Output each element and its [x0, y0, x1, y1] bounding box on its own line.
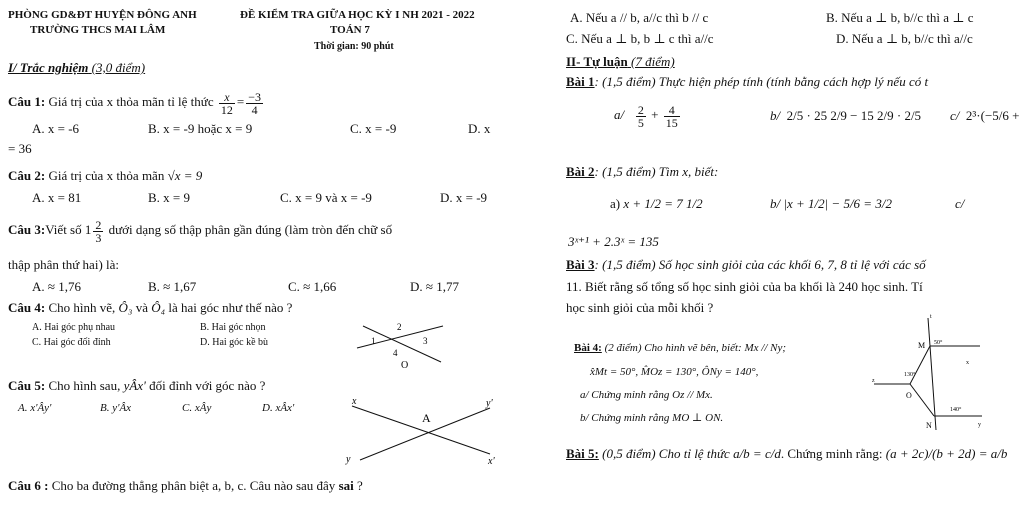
question-1: Câu 1: Giá trị của x thỏa mãn tỉ lệ thức $\frac{x}{12}$ = $\frac{-3}{4}$ [8, 89, 261, 117]
q4-figure [355, 318, 445, 370]
bai4-label-t: t [930, 314, 932, 320]
part2-title: II- Tự luận (7 điểm) [566, 54, 675, 69]
q5-option-a: A. x'Ây' [18, 402, 52, 414]
exam-subject: TOÁN 7 [330, 24, 370, 36]
bai4-label-50: 50° [934, 340, 943, 346]
q1-fraction-rhs: $\frac{-3}{4}$ [248, 89, 261, 117]
q6-option-d: D. Nếu a ⊥ b, b//c thì a//c [836, 31, 973, 46]
bai4-label-m: M [918, 341, 926, 350]
bai-4-a: a/ Chứng minh rằng Oz // Mx. [580, 389, 713, 401]
q4-label-o: O [401, 360, 409, 371]
q3-option-d: D. ≈ 1,77 [410, 279, 460, 294]
bai-2-c-expr: 3ˣ⁺¹ + 2.3ˣ = 135 [568, 234, 659, 249]
bai-5: Bài 5: (0,5 điểm) Cho tỉ lệ thức a/b = c/d. Chứng minh rằng: (a + 2c)/(b + 2d) = a/b [566, 446, 1008, 461]
q5-option-b: B. y'Âx [100, 402, 132, 414]
bai4-label-140: 140° [950, 407, 962, 413]
bai-2-b: b/ |x + 1/2| − 5/6 = 3/2 [770, 196, 892, 211]
q2-option-a: A. x = 81 [32, 190, 82, 205]
q1-option-b: B. x = -9 hoặc x = 9 [148, 121, 253, 136]
exam-time: Thời gian: 90 phút [314, 41, 394, 52]
q4-option-a: A. Hai góc phụ nhau [32, 322, 116, 333]
q5-label-y-prime: y' [486, 398, 493, 409]
bai-2: Bài 2: (1,5 điểm) Tìm x, biết: [566, 164, 719, 179]
bai-1-b: b/ 2/5 · 25 2/9 − 15 2/9 · 2/5 [770, 108, 922, 123]
q4-label-3: 3 [423, 336, 428, 346]
q5-line-xx [352, 406, 490, 454]
q4-option-b: B. Hai góc nhọn [200, 322, 266, 333]
bai-2-c: c/ [955, 196, 965, 211]
q4-option-d: D. Hai góc kề bù [200, 337, 269, 348]
q5-label-a: A [422, 411, 431, 425]
q4-label-2: 2 [397, 322, 402, 332]
bai-4-given: x̂Mt = 50°, M̂Oz = 130°, ÔNy = 140°, [590, 366, 759, 378]
q2-option-c: C. x = 9 và x = -9 [280, 190, 372, 205]
q3-line2: thập phân thứ hai) là: [8, 257, 120, 272]
bai-4-figure [870, 314, 990, 433]
q5-option-d: D. xÂx' [262, 402, 295, 414]
q5-figure [340, 396, 500, 466]
bai-3-line2: 11. Biết rằng số tổng số học sinh giỏi của ba khối là 240 học sinh. Tí [566, 279, 923, 294]
q6-option-a: A. Nếu a // b, a//c thì b // c [570, 10, 709, 25]
q1-option-d-cont: = 36 [8, 141, 32, 156]
bai4-label-130: 130° [904, 372, 916, 378]
bai-2-a: a) x + 1/2 = 7 1/2 [610, 196, 703, 211]
q5-label-x-prime: x' [488, 456, 495, 467]
q3-option-a: A. ≈ 1,76 [32, 279, 82, 294]
question-2: Câu 2: Giá trị của x thỏa mãn √x = 9 [8, 168, 203, 183]
bai-4-b: b/ Chứng minh rằng MO ⊥ ON. [580, 412, 724, 424]
bai4-line-om [910, 346, 930, 384]
question-3: Câu 3:Viết số 1 $\frac{2}{3}$ dưới dạng số thập phân gần đúng (làm tròn đến chữ số [8, 217, 393, 245]
bai-5-prove: (a + 2c)/(b + 2d) = a/b [885, 446, 1008, 461]
part1-title: I/ Trắc nghiệm (3,0 điểm) [8, 60, 146, 75]
bai4-label-x: x [966, 360, 969, 366]
q3-fraction: $\frac{2}{3}$ [95, 217, 102, 245]
bai4-label-y: y [978, 422, 981, 428]
q6-option-b: B. Nếu a ⊥ b, b//c thì a ⊥ c [826, 10, 974, 25]
bai4-label-n: N [926, 421, 932, 430]
question-4: Câu 4: Cho hình vẽ, Ô₃ và Ô₄ là hai góc như thế nào ? [8, 300, 293, 315]
bai4-line-on [910, 384, 934, 416]
exam-title: ĐỀ KIỂM TRA GIỮA HỌC KỲ I NH 2021 - 2022 [240, 9, 475, 21]
bai-5-given: a/b = c/d [733, 446, 781, 461]
q1-fraction-lhs: $\frac{x}{12}$ [220, 89, 233, 117]
q4-option-c: C. Hai góc đối đỉnh [32, 337, 111, 348]
q3-option-c: C. ≈ 1,66 [288, 279, 337, 294]
bai-4: Bài 4: (2 điểm) Cho hình vẽ bên, biết: Mx // Ny; [574, 342, 787, 354]
q1-option-d: D. x [468, 121, 491, 136]
bai4-label-o: O [906, 391, 912, 400]
bai-3-line3: học sinh giỏi của mỗi khối ? [566, 300, 714, 315]
bai-1: Bài 1: (1,5 điểm) Thực hiện phép tính (tính bằng cách hợp lý nếu có t [566, 74, 929, 89]
q2-option-d: D. x = -9 [440, 190, 488, 205]
q1-option-c: C. x = -9 [350, 121, 397, 136]
q5-label-y: y [346, 454, 351, 465]
q2-expression: √x = 9 [167, 168, 203, 183]
bai-3: Bài 3: (1,5 điểm) Số học sinh giỏi của các khối 6, 7, 8 tỉ lệ với các số [566, 257, 926, 272]
q1-option-a: A. x = -6 [32, 121, 80, 136]
q4-label-1: 1 [371, 336, 376, 346]
bai-1-a: a/ $\frac{2}{5}$ + $\frac{4}{15}$ [614, 102, 678, 130]
q4-label-4: 4 [393, 348, 398, 358]
bai4-label-z: z [872, 378, 875, 384]
question-5: Câu 5: Cho hình sau, yÂx' đối đỉnh với góc nào ? [8, 378, 266, 393]
q5-label-x: x [352, 396, 357, 407]
question-6: Câu 6 : Cho ba đường thẳng phân biệt a, b, c. Câu nào sau đây sai ? [8, 478, 363, 493]
school-dept: PHÒNG GD&ĐT HUYỆN ĐÔNG ANH [8, 9, 197, 21]
q5-option-c: C. xÂy [182, 402, 212, 414]
school-name: TRƯỜNG THCS MAI LÂM [30, 24, 166, 36]
q3-option-b: B. ≈ 1,67 [148, 279, 197, 294]
bai-1-c: c/ 2³·(−5/6 + [950, 108, 1020, 123]
q6-option-c: C. Nếu a ⊥ b, b ⊥ c thì a//c [566, 31, 714, 46]
q2-option-b: B. x = 9 [148, 190, 191, 205]
